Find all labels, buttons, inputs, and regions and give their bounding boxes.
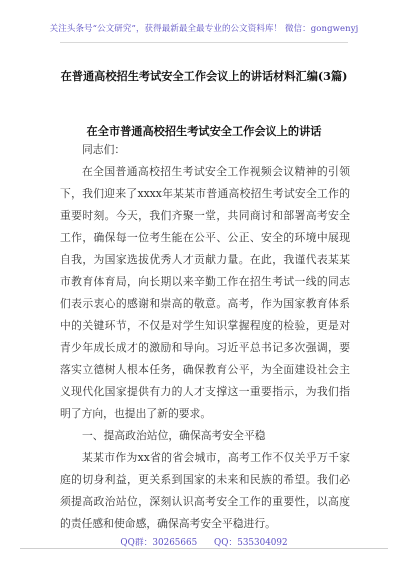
footer-divider	[20, 548, 388, 549]
qq-group-number: QQ群：30265665	[120, 538, 198, 548]
speech-title: 在全市普通高校招生考试安全工作会议上的讲话	[86, 124, 322, 138]
paragraph: 在全国普通高校招生考试安全工作视频会议精神的引领下，我们迎来了xxxx年某某市普通高校招生考试安全工作的重要时刻。今天，我们齐聚一堂，共同商讨和部署高考安全工作，确保每一位考生能在公平、公正、安全的环境中展现自我，为国家选拔优秀人才贡献力量。在此，我谨代表某某市教育体育局，向长期以来辛勤工作在招生考试一线的同志们表示衷心的感谢和崇高的敬意。高考，作为国家教育体系中的关键环节，不仅是对学生知识掌握程度的检验，更是对青少年成长成才的激励和导向。习近平总书记多次强调，要落实立德树人根本任务，确保教育公平，为全面建设社会主义现代化国家提供有力的人才支撑这一重要指示，为我们指明了方向，也提出了新的要求。	[60, 165, 350, 420]
section-heading: 一、提高政治站位，确保高考安全平稳	[82, 429, 266, 442]
paragraph: 某某市作为xx省的省会城市，高考工作不仅关乎万千家庭的切身利益，更关系到国家的未来和民族的希望。我们必须提高政治站位，深刻认识高考安全工作的重要性，以高度的责任感和使命感，确保高考安全平稳进行。	[60, 451, 350, 530]
document-title: 在普通高校招生考试安全工作会议上的讲话材料汇编(3篇)	[60, 69, 348, 83]
footer-contact	[0, 535, 408, 548]
qq-number: QQ：535304092	[214, 538, 288, 548]
document-body	[60, 139, 350, 535]
header-divider	[60, 42, 348, 43]
header-banner: 关注头条号“公文研究”，获得最新最全最专业的公文资料库！ 微信：gongwenyj	[49, 24, 359, 34]
salutation: 同志们：	[82, 143, 126, 156]
